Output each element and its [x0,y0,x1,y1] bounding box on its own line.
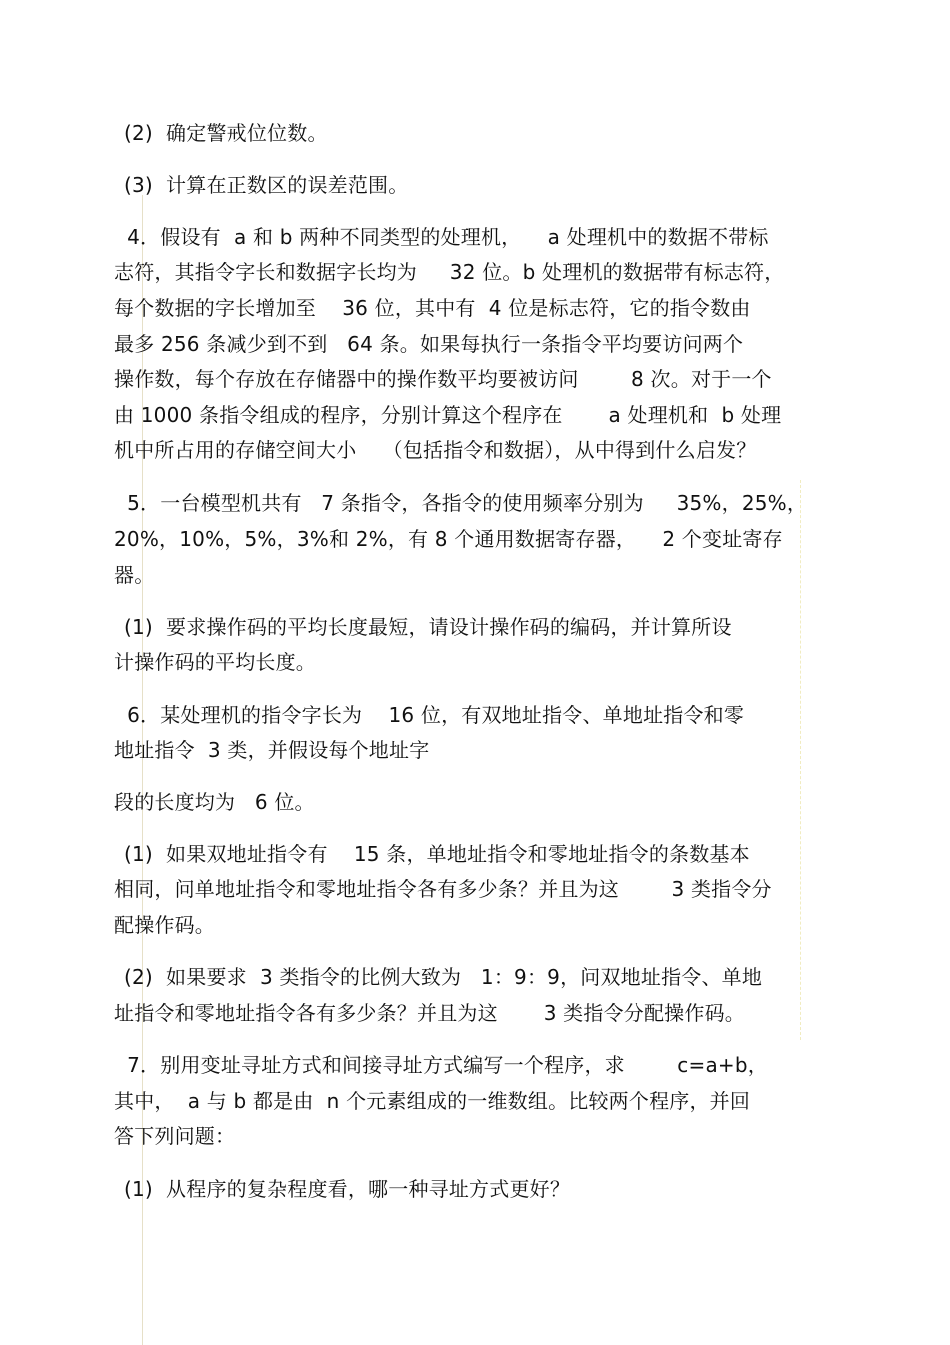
text-line: 地址指令 3 类，并假设每个地址字 [114,738,430,762]
text-line: (2) 如果要求 3 类指令的比例大致为 1：9：9，问双地址指令、单地 [124,965,763,989]
text-line: 志符，其指令字长和数据字长均为 32 位。b 处理机的数据带有标志符， [114,260,785,284]
text-line: 7．别用变址寻址方式和间接寻址方式编写一个程序，求 c=a+b， [114,1053,768,1077]
text-line: (1) 要求操作码的平均长度最短，请设计操作码的编码，并计算所设 [124,615,732,639]
text-line: 段的长度均为 6 位。 [114,790,315,814]
text-line: 答下列问题： [114,1124,236,1148]
text-line: 每个数据的字长增加至 36 位，其中有 4 位是标志符，它的指令数由 [114,296,751,320]
text-line: 操作数，每个存放在存储器中的操作数平均要被访问 8 次。对于一个 [114,367,772,391]
text-line: 计操作码的平均长度。 [114,650,316,674]
text-line: (1) 从程序的复杂程度看，哪一种寻址方式更好？ [124,1177,571,1201]
text-line: 最多 256 条减少到不到 64 条。如果每执行一条指令平均要访问两个 [114,332,744,356]
text-line: 机中所占用的存储空间大小 （包括指令和数据），从中得到什么启发？ [114,438,757,462]
text-line: (3) 计算在正数区的误差范围。 [124,173,409,197]
text-line: 配操作码。 [114,913,215,937]
margin-line-faint [800,480,801,1040]
text-line: 相同，问单地址指令和零地址指令各有多少条？并且为这 3 类指令分 [114,877,772,901]
text-line: 4．假设有 a 和 b 两种不同类型的处理机， a 处理机中的数据不带标 [114,225,769,249]
text-line: 由 1000 条指令组成的程序，分别计算这个程序在 a 处理机和 b 处理 [114,403,782,427]
text-line: (2) 确定警戒位位数。 [124,121,328,145]
text-line: (1) 如果双地址指令有 15 条，单地址指令和零地址指令的条数基本 [124,842,750,866]
text-line: 6．某处理机的指令字长为 16 位，有双地址指令、单地址指令和零 [114,703,745,727]
text-line: 其中， a 与 b 都是由 n 个元素组成的一维数组。比较两个程序，并回 [114,1089,751,1113]
text-line: 器。 [114,563,155,587]
text-line: 5．一台模型机共有 7 条指令，各指令的使用频率分别为 35%，25%， [114,491,808,515]
text-line: 20%，10%，5%，3%和 2%，有 8 个通用数据寄存器， 2 个变址寄存 [114,527,783,551]
text-line: 址指令和零地址指令各有多少条？并且为这 3 类指令分配操作码。 [114,1001,745,1025]
